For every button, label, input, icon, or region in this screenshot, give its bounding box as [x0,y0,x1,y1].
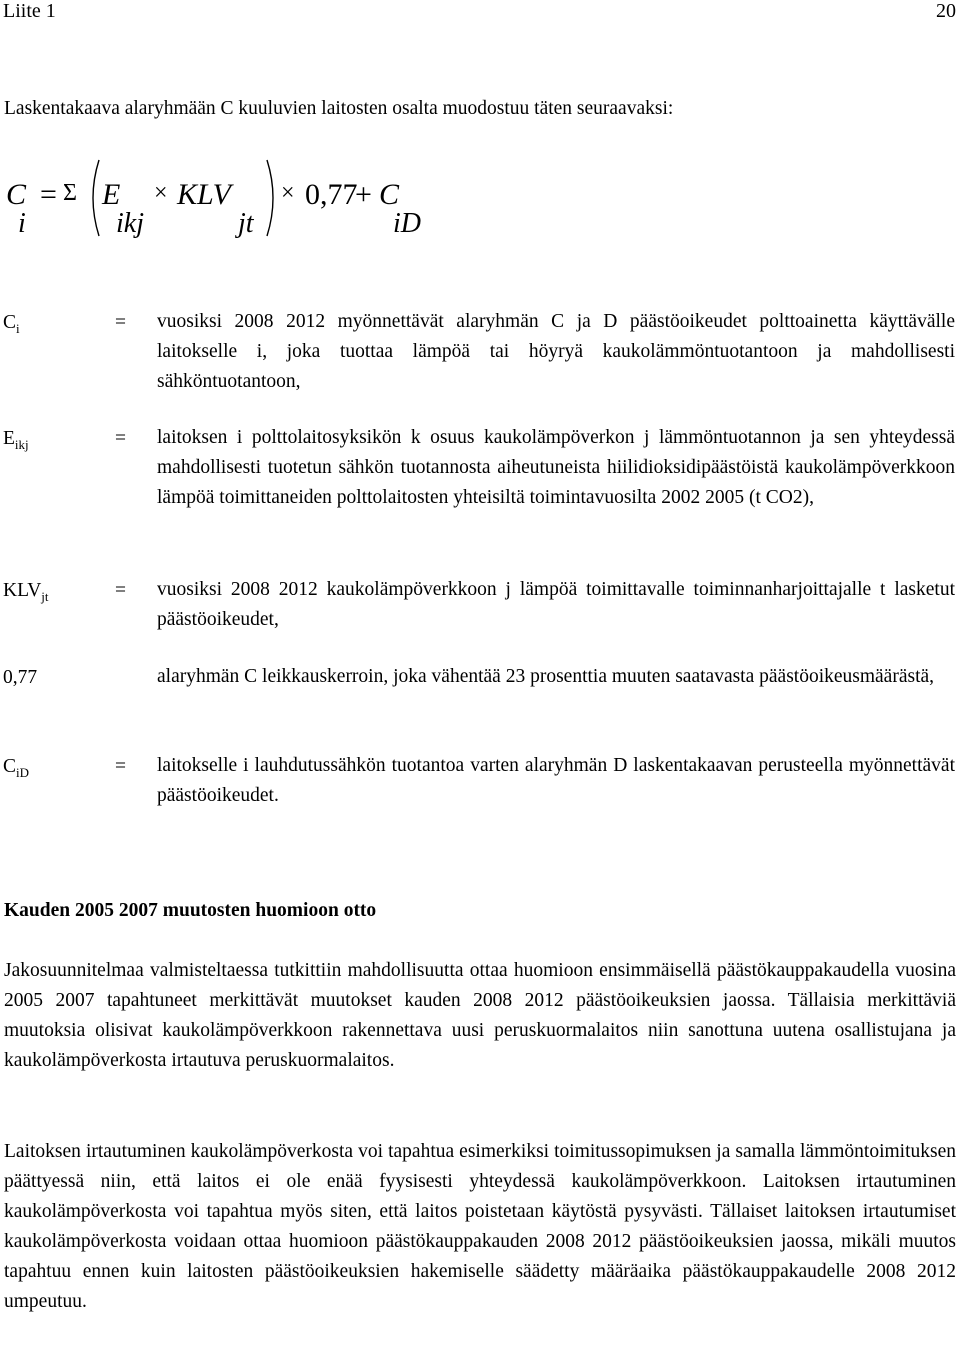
formula-klv: KLV [177,178,231,211]
formula-sub-ikj: ikj [116,208,144,239]
formula-factor: 0,77 [305,178,358,211]
symbol-sub: iD [16,765,30,780]
symbol-main: C [3,756,17,777]
formula-sub-i: i [18,208,26,239]
definition-equals: = [115,312,126,333]
definition-equals: = [115,580,126,601]
symbol-main: KLV [3,580,42,601]
paragraph-1: Jakosuunnitelmaa valmisteltaessa tutkittiin mahdollisuutta ottaa huomioon ensimmäisellä päästökauppakaudella vuosina 2005 2007 tapahtuneet merkittävät muutokset kauden 2008 2012 päästöoikeuksien jaossa. Tällaisia merkittäviä muutoksia olisivat kaukolämpöverkkoon rakennettava uusi peruskuormalaitos niin sanottuna uutena osallistujana ja kaukolämpöverkosta irtautuva peruskuormalaitos. [4,960,956,1071]
definition-symbol-cid [3,756,29,778]
symbol-sub: i [16,321,20,336]
formula-sum: Σ [63,180,77,206]
formula-times-2: × [281,180,295,206]
formula-right-paren [262,158,282,238]
symbol-main: C [3,312,17,333]
paragraph-2: Laitoksen irtautuminen kaukolämpöverkosta voi tapahtua esimerkiksi toimitussopimuksen ja samalla lämmöntoimituksen päättyessä niin, että laitos ei ole enää fyysisesti yhteydessä kaukolämpöverkkoon. Laitoksen irtautuminen kaukolämpöverkosta voi tapahtua myös siten, että laitos poistetaan käytöstä pysyvästi. Tällaiset laitoksen irtautumiset kaukolämpöverkosta voidaan ottaa huomioon päästökauppakauden 2008 2012 päästöoikeuksien jaossa, mikäli muutos tapahtuu ennen kuin laitosten päästöoikeuksien hakemiselle säädetty määräaika päästökauppakaudelle 2008 2012 umpeutuu. [4,1141,956,1312]
formula-times-1: × [154,180,168,206]
intro-sentence: Laskentakaava alaryhmään C kuuluvien laitosten osalta muodostuu täten seuraavaksi: [4,98,674,119]
definition-text-factor: alaryhmän C leikkauskerroin, joka vähentää 23 prosenttia muuten saatavasta päästöoikeusmäärästä, [157,666,935,687]
formula-c: C [6,178,27,211]
formula-equals: = [40,178,57,211]
definition-text-ci: vuosiksi 2008 2012 myönnettävät alaryhmän C ja D päästöoikeudet polttoainetta käyttävälle laitokselle i, joka tuottaa lämpöä tai höyryä kaukolämmöntuotantoon ja mahdollisesti sähköntuotantoon, [157,311,955,392]
formula-plus: + [355,178,372,211]
symbol-main: 0,77 [3,667,38,688]
symbol-sub: jt [41,589,49,604]
definition-symbol-ci [3,312,20,334]
formula-sub-id: iD [393,208,421,239]
page-number: 20 [936,0,956,22]
symbol-sub: ikj [14,437,29,452]
symbol-main: E [3,428,15,449]
definition-equals: = [115,428,126,449]
page-header-label: Liite 1 [3,0,56,22]
definition-text-cid: laitokselle i lauhdutussähkön tuotantoa varten alaryhmän D laskentakaavan perusteella myönnettävät päästöoikeudet. [157,755,955,806]
definition-equals: = [115,756,126,777]
section-heading: Kauden 2005 2007 muutosten huomioon otto [4,900,377,921]
formula [0,150,480,250]
formula-left-paren [84,158,104,238]
definition-text-eikj: laitoksen i polttolaitosyksikön k osuus kaukolämpöverkon j lämmöntuotannon ja sen yhteydessä mahdollisesti tuotetun sähkön tuotannosta aiheutuneista hiilidioksidipäästöistä kaukolämpöverkkoon lämpöä toimittaneiden polttolaitosten yhteisiltä toimintavuosilta 2002 2005 (t CO2), [157,427,955,508]
definition-symbol-factor [3,667,37,689]
definition-symbol-eikj [3,428,29,450]
formula-c-2: C [379,178,400,211]
definition-text-klvjt: vuosiksi 2008 2012 kaukolämpöverkkoon j lämpöä toimittavalle toiminnanharjoittajalle t lasketut päästöoikeudet, [157,579,955,630]
formula-e: E [102,178,121,211]
formula-sub-jt: jt [238,208,254,239]
definition-symbol-klvjt [3,580,49,602]
